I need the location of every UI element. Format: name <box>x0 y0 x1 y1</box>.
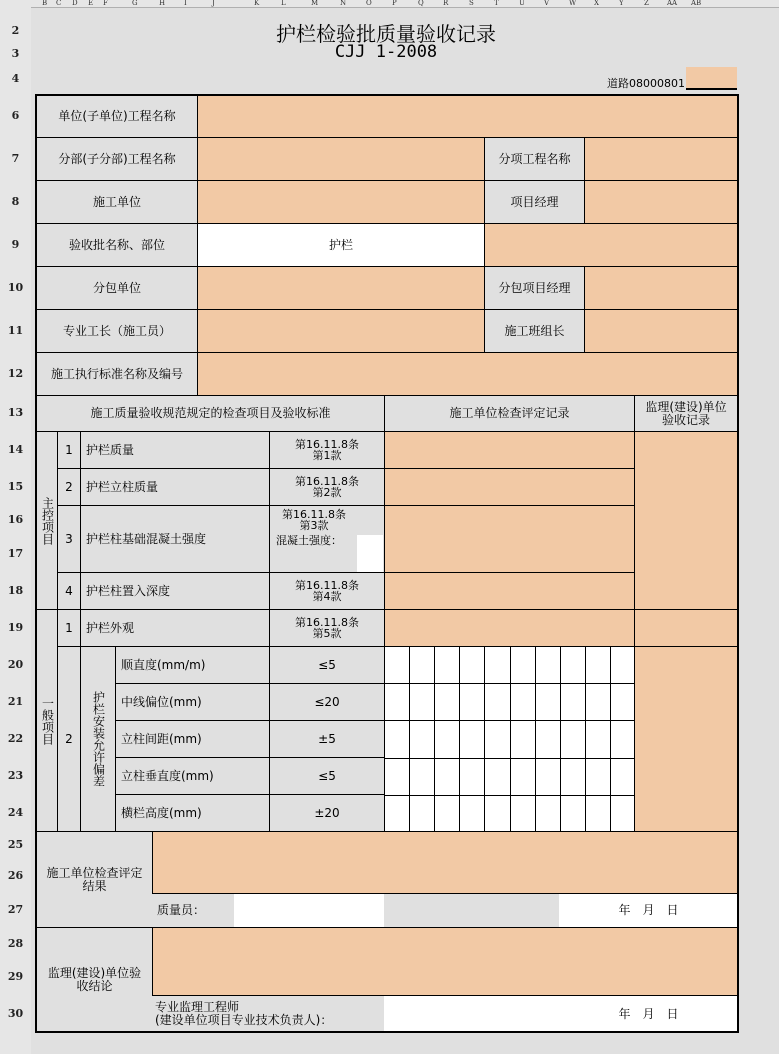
quality-inspector-input[interactable] <box>234 893 384 927</box>
measurement-cell[interactable] <box>561 796 586 833</box>
foreman-input[interactable] <box>197 309 485 353</box>
date-1[interactable]: 年 月 日 <box>559 893 738 927</box>
main-item-4-record[interactable] <box>384 572 635 610</box>
concrete-strength-input[interactable] <box>357 535 383 572</box>
row-number[interactable]: 18 <box>7 584 24 597</box>
install-deviation-text: 护栏安装允许偏差 <box>91 691 106 787</box>
clause-text: 第16.11.8条 <box>295 438 359 451</box>
measurement-cell[interactable] <box>561 759 586 796</box>
sub-pm-input[interactable] <box>584 266 738 310</box>
row-number[interactable]: 30 <box>7 1007 24 1020</box>
construction-result-input[interactable] <box>152 831 738 894</box>
project-manager-label: 项目经理 <box>484 180 585 224</box>
main-item-1-clause <box>269 431 385 469</box>
measurement-cell[interactable] <box>435 721 460 759</box>
row-number[interactable]: 23 <box>7 769 24 782</box>
measurement-cell[interactable] <box>536 796 561 833</box>
division-project-input[interactable] <box>197 137 485 181</box>
measurement-cell[interactable] <box>435 684 460 721</box>
doc-code-underline <box>686 88 737 89</box>
sub-pm-label: 分包项目经理 <box>484 266 585 310</box>
subcontractor-input[interactable] <box>197 266 485 310</box>
col-letter[interactable]: E <box>88 0 94 7</box>
clause-sub-text: 第2款 <box>312 486 342 499</box>
doc-code-label: 道路08000801 <box>607 77 685 90</box>
main-item-1-record[interactable] <box>384 431 635 469</box>
clause-sub-text: 第5款 <box>312 627 342 640</box>
col-letter[interactable]: D <box>72 0 78 7</box>
column-header-strip <box>0 0 779 8</box>
col-letter[interactable]: N <box>340 0 347 7</box>
measurement-cell[interactable] <box>485 759 511 796</box>
batch-name-label: 验收批名称、部位 <box>36 223 198 267</box>
main-item-2-record[interactable] <box>384 468 635 506</box>
main-item-2-clause <box>269 468 385 506</box>
col-letter[interactable]: U <box>519 0 525 7</box>
unit-project-input[interactable] <box>197 95 738 138</box>
deviation-name: 横栏高度(mm) <box>115 794 270 832</box>
main-item-1-no: 1 <box>57 431 81 469</box>
measurement-cell[interactable] <box>561 647 586 684</box>
clause-text: 第16.11.8条 <box>295 475 359 488</box>
exec-standard-input[interactable] <box>197 352 738 396</box>
subcontractor-label: 分包单位 <box>36 266 198 310</box>
measurement-cell[interactable] <box>485 647 511 684</box>
main-item-2-no: 2 <box>57 468 81 506</box>
col-letter[interactable]: P <box>392 0 397 7</box>
col-letter[interactable]: V <box>544 0 550 7</box>
exec-standard-label: 施工执行标准名称及编号 <box>36 352 198 396</box>
general-item-1-supervision[interactable] <box>634 609 738 647</box>
deviation-name: 立柱间距(mm) <box>115 720 270 758</box>
col-letter[interactable]: J <box>212 0 215 7</box>
measurement-cell[interactable] <box>460 647 485 684</box>
row-number[interactable]: 2 <box>11 24 20 37</box>
general-item-2-no: 2 <box>57 646 81 832</box>
measurement-cell[interactable] <box>485 684 511 721</box>
main-item-3-no: 3 <box>57 505 81 573</box>
measurement-cell[interactable] <box>410 759 435 796</box>
row-number[interactable]: 14 <box>7 443 24 456</box>
main-control-text: 主控项目 <box>40 496 55 545</box>
general-item-1-name: 护栏外观 <box>80 609 270 647</box>
general-item-2-label <box>80 646 116 832</box>
deviation-tolerance: ±20 <box>269 794 385 832</box>
row-number[interactable]: 22 <box>7 732 24 745</box>
measurement-cell[interactable] <box>586 684 611 721</box>
quality-inspector-sign[interactable] <box>384 893 559 927</box>
deviation-tolerance: ±5 <box>269 720 385 758</box>
team-leader-input[interactable] <box>584 309 738 353</box>
measurement-cell[interactable] <box>511 721 536 759</box>
main-control-group-label <box>36 431 58 610</box>
row-number[interactable]: 6 <box>11 109 20 122</box>
row-number[interactable]: 7 <box>11 152 20 165</box>
measurement-cell[interactable] <box>410 721 435 759</box>
general-group-label <box>36 609 58 832</box>
quality-inspector-label: 质量员： <box>152 893 234 927</box>
general-item-2-supervision[interactable] <box>634 646 738 832</box>
sub-item-project-input[interactable] <box>584 137 738 181</box>
measurement-cell[interactable] <box>485 796 511 833</box>
date-2[interactable]: 年 月 日 <box>559 995 738 1032</box>
doc-code-input[interactable] <box>686 67 737 90</box>
col-letter[interactable]: O <box>366 0 372 7</box>
measurement-cell[interactable] <box>511 796 536 833</box>
row-number[interactable]: 4 <box>11 72 20 85</box>
row-number[interactable]: 9 <box>11 238 20 251</box>
measurement-cell[interactable] <box>511 759 536 796</box>
col-letter[interactable]: G <box>132 0 138 7</box>
measurement-cell[interactable] <box>561 684 586 721</box>
measurement-cell[interactable] <box>385 647 410 684</box>
measurement-cell[interactable] <box>410 647 435 684</box>
measurement-cell[interactable] <box>511 684 536 721</box>
row-number[interactable]: 24 <box>7 806 24 819</box>
row-number[interactable]: 8 <box>11 195 20 208</box>
measurement-cell[interactable] <box>611 647 636 684</box>
col-letter[interactable]: F <box>103 0 108 7</box>
general-text: 一般项目 <box>40 696 55 745</box>
measurement-cell[interactable] <box>460 759 485 796</box>
measurement-cell[interactable] <box>410 684 435 721</box>
measurement-cell[interactable] <box>536 721 561 759</box>
row-number[interactable]: 11 <box>7 324 24 337</box>
measurement-cell[interactable] <box>561 721 586 759</box>
row-number[interactable]: 17 <box>7 547 24 560</box>
measurement-cell[interactable] <box>586 647 611 684</box>
team-leader-label: 施工班组长 <box>484 309 585 353</box>
clause-text: 第16.11.8条 <box>295 616 359 629</box>
supervisor-engineer-line1: 专业监理工程师 <box>155 1000 240 1014</box>
measurement-cell[interactable] <box>385 684 410 721</box>
measurement-cell[interactable] <box>460 721 485 759</box>
main-item-2-name: 护栏立柱质量 <box>80 468 270 506</box>
construction-unit-label: 施工单位 <box>36 180 198 224</box>
general-item-1-record[interactable] <box>384 609 635 647</box>
row-number[interactable]: 15 <box>7 480 24 493</box>
division-project-label: 分部(子分部)工程名称 <box>36 137 198 181</box>
measurement-cell[interactable] <box>611 721 636 759</box>
clause-sub-text: 第1款 <box>312 449 342 462</box>
measurement-cell[interactable] <box>435 647 460 684</box>
col-letter[interactable]: I <box>184 0 187 7</box>
measurement-cell[interactable] <box>511 647 536 684</box>
col-letter[interactable]: T <box>494 0 499 7</box>
supervisor-engineer-line2: (建设单位项目专业技术负责人)： <box>155 1013 333 1027</box>
col-letter[interactable]: AA <box>667 0 678 7</box>
measurement-cell[interactable] <box>586 759 611 796</box>
measurement-cell[interactable] <box>385 721 410 759</box>
measurement-cell[interactable] <box>410 796 435 833</box>
col-letter[interactable]: Y <box>619 0 624 7</box>
measurement-cell[interactable] <box>536 647 561 684</box>
construction-result-label: 施工单位检查评定结果 <box>36 831 153 928</box>
sub-item-project-label: 分项工程名称 <box>484 137 585 181</box>
row-number[interactable]: 13 <box>7 406 24 419</box>
supervisor-engineer-input[interactable] <box>384 995 559 1032</box>
deviation-tolerance: ≤20 <box>269 683 385 721</box>
main-item-4-name: 护栏柱置入深度 <box>80 572 270 610</box>
col-letter[interactable]: H <box>159 0 166 7</box>
row-number[interactable]: 29 <box>7 970 24 983</box>
concrete-strength-label: 混凝土强度： <box>276 534 342 547</box>
main-item-4-no: 4 <box>57 572 81 610</box>
supervision-conclusion-input[interactable] <box>152 927 738 996</box>
main-item-4-clause <box>269 572 385 610</box>
standard-code: CJJ 1-2008 <box>334 42 438 62</box>
general-item-1-no: 1 <box>57 609 81 647</box>
construction-unit-input[interactable] <box>197 180 485 224</box>
general-item-1-clause <box>269 609 385 647</box>
row-number[interactable]: 19 <box>7 621 24 634</box>
col-letter[interactable]: Q <box>418 0 424 7</box>
measurement-cell[interactable] <box>485 721 511 759</box>
col-letter[interactable]: S <box>469 0 474 7</box>
clause-sub-text: 第3款 <box>299 519 329 532</box>
col-letter[interactable]: W <box>569 0 577 7</box>
batch-location-input[interactable] <box>484 223 738 267</box>
measurement-cell[interactable] <box>460 684 485 721</box>
row-number[interactable]: 12 <box>7 367 24 380</box>
measurement-cell[interactable] <box>385 759 410 796</box>
unit-project-label: 单位(子单位)工程名称 <box>36 95 198 138</box>
row-number[interactable]: 3 <box>11 47 20 60</box>
measurement-grid <box>384 646 635 832</box>
measurement-cell[interactable] <box>536 759 561 796</box>
measurement-cell[interactable] <box>385 796 410 833</box>
main-item-3-name: 护栏柱基础混凝土强度 <box>80 505 270 573</box>
items-header: 施工质量验收规范规定的检查项目及验收标准 <box>36 395 385 432</box>
measurement-cell[interactable] <box>586 796 611 833</box>
col-letter[interactable]: AB <box>691 0 702 7</box>
col-letter[interactable]: R <box>443 0 449 7</box>
measurement-cell[interactable] <box>536 684 561 721</box>
supervision-conclusion-label: 监理(建设)单位验收结论 <box>36 927 153 1032</box>
foreman-label: 专业工长（施工员） <box>36 309 198 353</box>
project-manager-input[interactable] <box>584 180 738 224</box>
col-letter[interactable]: B <box>42 0 48 7</box>
measurement-cell[interactable] <box>611 759 636 796</box>
deviation-tolerance: ≤5 <box>269 757 385 795</box>
deviation-name: 顺直度(mm/m) <box>115 646 270 684</box>
main-item-3-record[interactable] <box>384 505 635 573</box>
supervision-header: 监理(建设)单位验收记录 <box>634 395 738 432</box>
supervisor-engineer-label <box>152 995 384 1032</box>
measurement-cell[interactable] <box>611 796 636 833</box>
col-letter[interactable]: K <box>254 0 260 7</box>
col-letter[interactable]: M <box>311 0 319 7</box>
col-letter[interactable]: C <box>56 0 62 7</box>
clause-text: 第16.11.8条 <box>282 508 346 521</box>
measurement-cell[interactable] <box>435 796 460 833</box>
clause-sub-text: 第4款 <box>312 590 342 603</box>
row-number[interactable]: 10 <box>7 281 24 294</box>
main-control-supervision[interactable] <box>634 431 738 610</box>
deviation-name: 中线偏位(mm) <box>115 683 270 721</box>
clause-text: 第16.11.8条 <box>295 579 359 592</box>
row-number[interactable]: 28 <box>7 937 24 950</box>
col-letter[interactable]: X <box>594 0 599 7</box>
row-number[interactable]: 21 <box>7 695 24 708</box>
row-number[interactable]: 16 <box>7 513 24 526</box>
deviation-name: 立柱垂直度(mm) <box>115 757 270 795</box>
measurement-cell[interactable] <box>586 721 611 759</box>
page-title: 护栏检验批质量验收记录 <box>276 22 496 46</box>
col-letter[interactable]: L <box>281 0 286 7</box>
deviation-tolerance: ≤5 <box>269 646 385 684</box>
row-number[interactable]: 20 <box>7 658 24 671</box>
row-number[interactable]: 25 <box>7 838 24 851</box>
main-item-1-name: 护栏质量 <box>80 431 270 469</box>
measurement-cell[interactable] <box>460 796 485 833</box>
row-number[interactable]: 26 <box>7 869 24 882</box>
measurement-cell[interactable] <box>435 759 460 796</box>
col-letter[interactable]: Z <box>644 0 649 7</box>
row-number[interactable]: 27 <box>7 903 24 916</box>
batch-name-value[interactable]: 护栏 <box>197 223 485 267</box>
check-record-header: 施工单位检查评定记录 <box>384 395 635 432</box>
measurement-cell[interactable] <box>611 684 636 721</box>
